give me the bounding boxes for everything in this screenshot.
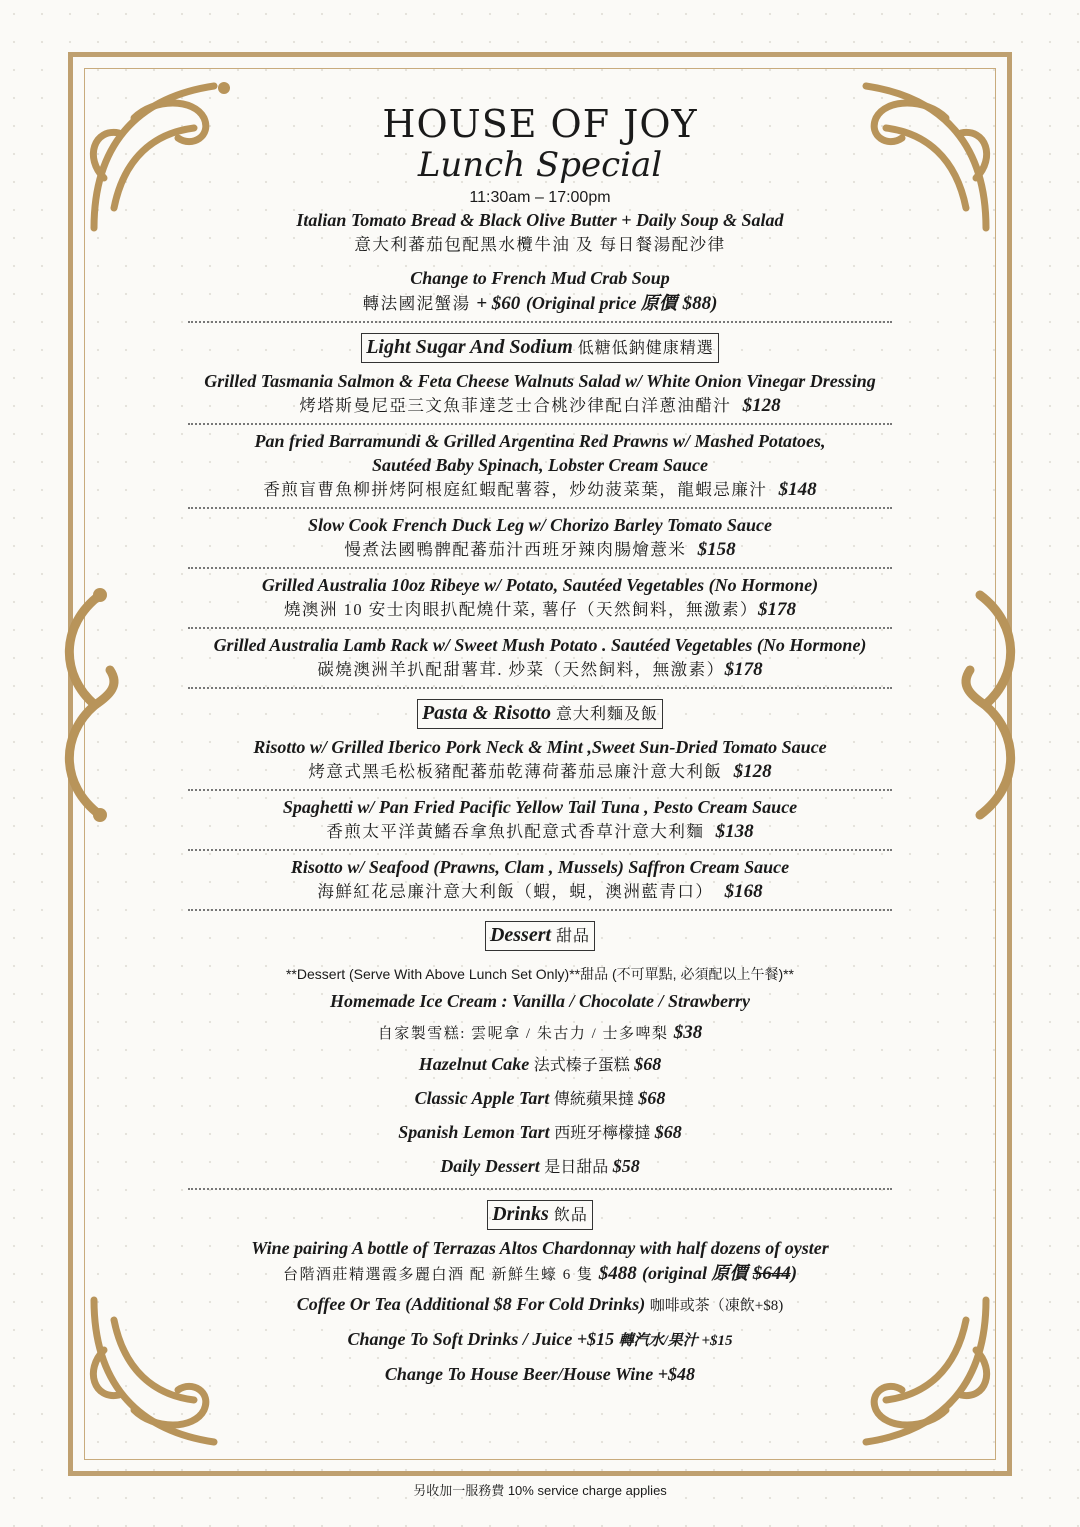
item-name-zh-row	[130, 819, 950, 845]
item-name-en: Pan fried Barramundi & Grilled Argentina Red Prawns w/ Mashed Potatoes,	[254, 431, 826, 451]
item-name-en: Grilled Australia 10oz Ribeye w/ Potato, Sautéed Vegetables (No Hormone)	[261, 575, 819, 595]
item-name-zh: 燒澳洲 10 安士肉眼扒配燒什菜, 薯仔（天然飼料，無激素）	[284, 600, 758, 619]
dessert-name-zh: 是日甜品	[544, 1159, 609, 1176]
dessert-note: **Dessert (Serve With Above Lunch Set Only)**甜品 (不可單點, 必須配以上午餐)**	[285, 966, 795, 982]
menu-item	[130, 855, 950, 905]
wine-pairing-en: Wine pairing A bottle of Terrazas Altos Chardonnay with half dozens of oyster	[251, 1238, 829, 1258]
menu-item	[130, 795, 950, 845]
item-name-zh: 海鮮紅花忌廉汁意大利飯（蝦，蜆，澳洲藍青口）	[317, 882, 714, 901]
item-price: $178	[724, 659, 763, 680]
section-title-zh: 甜品	[556, 928, 591, 945]
item-name-en: Spaghetti w/ Pan Fried Pacific Yellow Tail Tuna , Pesto Cream Sauce	[282, 797, 798, 817]
dessert-price: $68	[634, 1054, 662, 1074]
item-name-zh-row	[130, 597, 950, 623]
item-name-zh-row	[130, 759, 950, 785]
intro-line-en: Italian Tomato Bread & Black Olive Butter + Daily Soup & Salad	[296, 210, 784, 230]
divider	[188, 507, 892, 509]
item-price: $128	[742, 395, 781, 416]
soup-upgrade-zh: 轉法國泥蟹湯	[362, 294, 471, 313]
divider	[188, 849, 892, 851]
menu-item	[130, 369, 950, 419]
item-name-en: Grilled Tasmania Salmon & Feta Cheese Walnuts Salad w/ White Onion Vinegar Dressing	[204, 371, 876, 391]
ice-cream-en: Homemade Ice Cream : Vanilla / Chocolate / Strawberry	[330, 991, 750, 1011]
menu-item	[130, 633, 950, 683]
dessert-item	[130, 1048, 950, 1082]
menu-subtitle: Lunch Special	[417, 145, 663, 185]
section-title-zh: 飲品	[553, 1207, 588, 1224]
section-title-zh: 意大利麵及飯	[555, 706, 658, 723]
item-price: $138	[715, 821, 754, 842]
dessert-item	[130, 1150, 950, 1184]
item-price: $148	[778, 479, 817, 500]
wine-original-price: $644	[752, 1263, 791, 1284]
divider	[188, 789, 892, 791]
wine-original-close: )	[790, 1263, 798, 1284]
soft-drinks-en: Change To Soft Drinks / Juice +$15	[347, 1329, 615, 1349]
item-name-en: Grilled Australia Lamb Rack w/ Sweet Mush Potato . Sautéed Vegetables (No Hormone)	[213, 635, 867, 655]
coffee-tea-row	[130, 1288, 950, 1323]
footer-en: 10% service charge applies	[507, 1483, 667, 1498]
soft-drinks-zh: 轉汽水/果汁 +$15	[618, 1333, 733, 1349]
menu-item	[130, 735, 950, 785]
item-price: $128	[733, 761, 772, 782]
item-name-en: Slow Cook French Duck Leg w/ Chorizo Barley Tomato Sauce	[308, 515, 772, 535]
coffee-tea-en: Coffee Or Tea (Additional $8 For Cold Drinks)	[296, 1294, 646, 1314]
dessert-name-zh: 西班牙檸檬撻	[554, 1125, 651, 1142]
menu-content	[130, 100, 950, 1391]
divider	[188, 321, 892, 323]
item-name-en: Risotto w/ Grilled Iberico Pork Neck & Mint ,Sweet Sun-Dried Tomato Sauce	[253, 737, 827, 757]
dessert-price: $68	[638, 1088, 666, 1108]
soup-upgrade-row	[130, 290, 950, 317]
side-ornament-right	[950, 585, 1040, 825]
restaurant-title: HOUSE OF JOY	[382, 102, 698, 146]
dessert-name-en: Classic Apple Tart	[414, 1088, 550, 1108]
soft-drinks-row	[130, 1323, 950, 1358]
item-name-en: Risotto w/ Seafood (Prawns, Clam , Mussels) Saffron Cream Sauce	[290, 857, 790, 877]
ice-cream-zh-row	[130, 1019, 950, 1048]
item-price: $168	[724, 881, 763, 902]
dessert-name-zh: 法式榛子蛋糕	[533, 1057, 630, 1074]
item-name-zh-row	[130, 393, 950, 419]
ice-cream-zh: 自家製雪糕: 雲呢拿 / 朱古力 / 士多啤梨	[377, 1026, 669, 1042]
soup-upgrade-price: + $60	[476, 293, 521, 314]
divider	[188, 423, 892, 425]
item-name-zh-row	[130, 537, 950, 563]
section-title: Drinks	[492, 1203, 549, 1225]
item-price: $158	[697, 539, 736, 560]
section-heading-pasta	[417, 699, 663, 729]
dessert-item	[130, 1116, 950, 1150]
item-name-zh: 慢煮法國鴨髀配蕃茄汁西班牙辣肉腸燴薏米	[344, 540, 687, 559]
divider	[188, 1188, 892, 1190]
divider	[188, 909, 892, 911]
menu-item	[130, 429, 950, 503]
item-name-zh-row	[130, 477, 950, 503]
section-title-zh: 低糖低鈉健康精選	[577, 340, 714, 357]
dessert-price: $58	[612, 1156, 640, 1176]
soup-original-label: (Original price 原價	[525, 293, 677, 313]
dessert-price: $68	[654, 1122, 682, 1142]
wine-pairing-price: $488	[598, 1263, 637, 1284]
side-ornament-left	[40, 585, 130, 825]
coffee-tea-zh: 咖啡或茶（凍飲+$8)	[649, 1298, 784, 1314]
divider	[188, 567, 892, 569]
wine-original-label: (original 原價	[641, 1263, 748, 1283]
intro-line-zh: 意大利蕃茄包配黑水欖牛油 及 每日餐湯配沙律	[354, 235, 726, 254]
item-name-zh-row	[130, 879, 950, 905]
dessert-name-zh: 傳統蘋果撻	[553, 1091, 634, 1108]
opening-hours: 11:30am – 17:00pm	[469, 189, 611, 206]
soup-original-price: $88)	[682, 293, 718, 314]
item-name-zh: 烤塔斯曼尼亞三文魚菲達芝士合桃沙律配白洋蔥油醋汁	[299, 396, 732, 415]
section-title: Pasta & Risotto	[422, 702, 551, 724]
section-title: Dessert	[489, 924, 552, 946]
menu-item	[130, 513, 950, 563]
item-name-zh: 香煎盲曹魚柳拼烤阿根庭紅蝦配薯蓉，炒幼菠菜葉，龍蝦忌廉汁	[263, 480, 768, 499]
section-heading-light	[361, 333, 719, 363]
item-name-zh: 碳燒澳洲羊扒配甜薯茸. 炒菜（天然飼料，無激素）	[317, 660, 725, 679]
dessert-name-en: Daily Dessert	[440, 1156, 540, 1176]
footer-zh: 另收加一服務費	[413, 1483, 505, 1498]
ice-cream-price: $38	[673, 1022, 703, 1043]
house-beer-wine: Change To House Beer/House Wine +$48	[384, 1364, 696, 1384]
dessert-name-en: Hazelnut Cake	[418, 1054, 530, 1074]
item-name-en-line2: Sautéed Baby Spinach, Lobster Cream Sauce	[371, 455, 708, 475]
item-name-zh: 香煎太平洋黃鰭吞拿魚扒配意式香草汁意大利麵	[326, 822, 705, 841]
menu-item	[130, 573, 950, 623]
section-title: Light Sugar And Sodium	[366, 336, 573, 358]
wine-pairing-zh-row	[130, 1260, 950, 1288]
item-name-zh-row	[130, 657, 950, 683]
service-charge-footer	[0, 1480, 1080, 1499]
item-name-zh: 烤意式黑毛松板豬配蕃茄乾薄荷蕃茄忌廉汁意大利飯	[308, 762, 723, 781]
soup-upgrade-en: Change to French Mud Crab Soup	[410, 268, 670, 288]
section-heading-dessert	[485, 921, 595, 951]
dessert-item	[130, 1082, 950, 1116]
divider	[188, 687, 892, 689]
section-heading-drinks	[487, 1200, 593, 1230]
item-price: $178	[758, 599, 796, 620]
dessert-name-en: Spanish Lemon Tart	[398, 1122, 550, 1142]
wine-pairing-zh: 台階酒莊精選霞多麗白酒 配 新鮮生蠔 6 隻	[282, 1267, 594, 1283]
divider	[188, 627, 892, 629]
